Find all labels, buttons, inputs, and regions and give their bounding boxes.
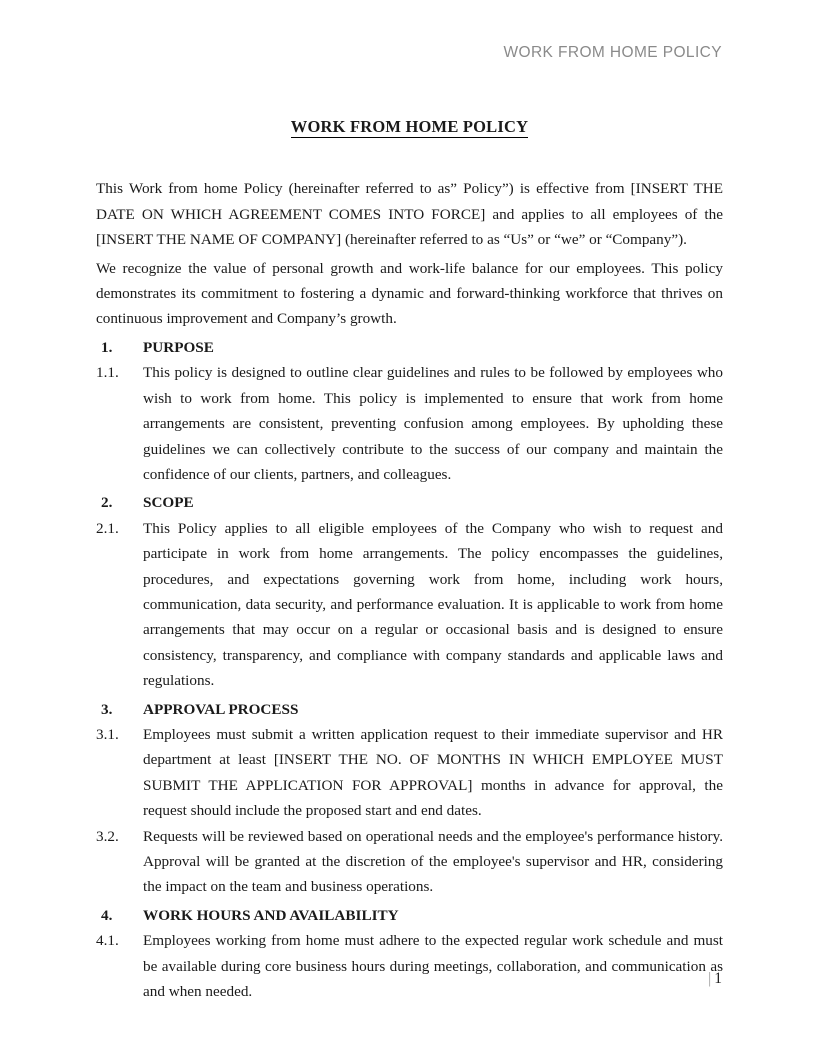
footer-separator: | bbox=[708, 970, 712, 987]
section-heading-1 bbox=[96, 335, 723, 360]
section-title-2: SCOPE bbox=[143, 494, 194, 512]
clause-4-1 bbox=[96, 928, 723, 1004]
section-number-2: 2. bbox=[101, 494, 113, 512]
page-footer bbox=[96, 970, 722, 989]
clause-text-2-1: This Policy applies to all eligible employees of the Company who wish to request and participate in work from home arrangements. The policy encompasses the guidelines, procedures, and expectations governing work from home, including work hours, communication, data security, and performance evaluation. It is applicable to work from home arrangements that may occur on a regular or occasional basis and is designed to ensure consistency, transparency, and compliance with company standards and applicable laws and regulations. bbox=[143, 519, 723, 690]
section-title-4: WORK HOURS AND AVAILABILITY bbox=[143, 906, 399, 924]
clause-3-1 bbox=[96, 722, 723, 824]
clause-number-1-1: 1.1. bbox=[96, 364, 119, 382]
section-title-3: APPROVAL PROCESS bbox=[143, 700, 299, 718]
clause-number-3-2: 3.2. bbox=[96, 827, 119, 845]
clause-3-2 bbox=[96, 824, 723, 900]
clause-2-1 bbox=[96, 516, 723, 694]
clause-number-3-1: 3.1. bbox=[96, 725, 119, 743]
section-heading-2 bbox=[96, 490, 723, 515]
page-title bbox=[96, 116, 723, 138]
clause-number-4-1: 4.1. bbox=[96, 932, 119, 950]
section-number-1: 1. bbox=[101, 338, 113, 356]
running-header-text: WORK FROM HOME POLICY bbox=[503, 44, 722, 61]
clause-text-1-1: This policy is designed to outline clear guidelines and rules to be followed by employees who wish to work from home. This policy is implemented to ensure that work from home arrangements are consistent, preventing confusion among employees. By upholding these guidelines we can collectively contribute to the success of our company and maintain the confidence of our clients, partners, and colleagues. bbox=[143, 364, 723, 483]
footer-page-number: 1 bbox=[714, 970, 722, 987]
section-title-1: PURPOSE bbox=[143, 338, 214, 356]
section-heading-4 bbox=[96, 903, 723, 928]
page-title-text: WORK FROM HOME POLICY bbox=[290, 117, 529, 136]
clause-text-3-1: Employees must submit a written application request to their immediate supervisor and HR department at least [INSERT THE NO. OF MONTHS IN WHICH EMPLOYEE MUST SUBMIT THE APPLICATION FOR APPROVAL] months in advance for approval, the request should include the proposed start and end dates. bbox=[143, 725, 723, 820]
clause-number-2-1: 2.1. bbox=[96, 519, 119, 537]
intro-paragraph-2: We recognize the value of personal growth and work-life balance for our employees. This policy demonstrates its commitment to fostering a dynamic and forward-thinking workforce that thrives on continuous improvement and Company’s growth. bbox=[96, 259, 723, 328]
intro-paragraph-1: This Work from home Policy (hereinafter referred to as” Policy”) is effective from [INSERT THE DATE ON WHICH AGREEMENT COMES INTO FORCE] and applies to all employees of the [INSERT THE NAME OF COMPANY] (hereinafter referred to as “Us” or “we” or “Company”). bbox=[96, 180, 723, 249]
clause-1-1 bbox=[96, 360, 723, 487]
clause-text-4-1: Employees working from home must adhere to the expected regular work schedule and must be available during core business hours during meetings, collaboration, and communication as and when needed. bbox=[143, 932, 723, 1001]
running-header bbox=[96, 44, 722, 63]
document-body bbox=[96, 106, 723, 1004]
section-number-4: 4. bbox=[101, 906, 113, 924]
section-heading-3 bbox=[96, 697, 723, 722]
section-number-3: 3. bbox=[101, 700, 113, 718]
clause-text-3-2: Requests will be reviewed based on operational needs and the employee's performance history. Approval will be granted at the discretion of the employee's supervisor and HR, considering the impact on the team and business operations. bbox=[143, 827, 723, 896]
